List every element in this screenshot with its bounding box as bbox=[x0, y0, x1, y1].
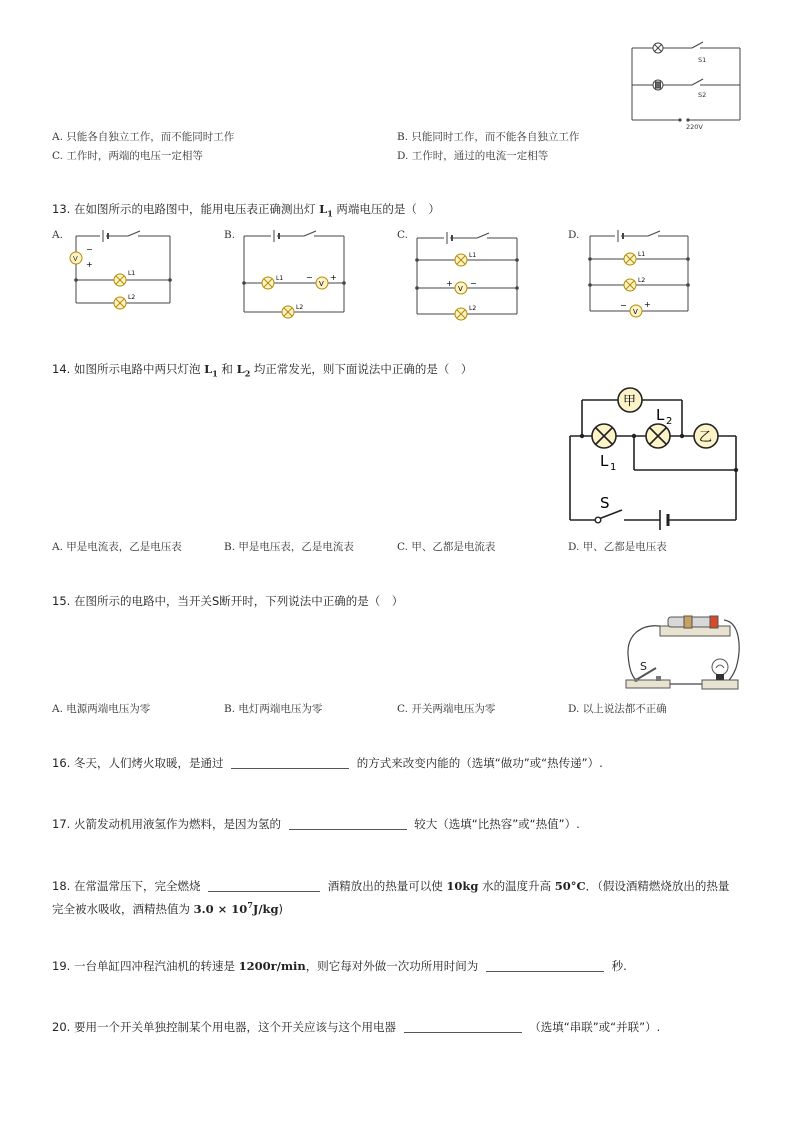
q12-option-c[interactable]: C. 工作时，两端的电压一定相等 bbox=[52, 150, 203, 162]
q18-value-base: 3.0 × 10 bbox=[193, 901, 248, 916]
q15-option-c[interactable]: C. 开关两端电压为零 bbox=[397, 703, 496, 715]
q19-answer-blank[interactable] bbox=[486, 959, 604, 972]
q13-c-minus: − bbox=[470, 279, 477, 288]
q18-temp: 50°C bbox=[554, 879, 586, 893]
q14-diagram-l2: L bbox=[656, 406, 665, 424]
q13-d-meter: V bbox=[633, 308, 638, 316]
q13-d-lamp-l1 bbox=[624, 253, 636, 265]
q14-option-c[interactable]: C. 甲、乙都是电流表 bbox=[397, 541, 496, 553]
q13-a-plus: + bbox=[86, 260, 93, 269]
q17-question bbox=[52, 815, 580, 833]
q15-physical-circuit bbox=[612, 612, 742, 694]
q13-circuit-d bbox=[584, 228, 696, 320]
q12-option-a[interactable]: A. 只能各自独立工作，而不能同时工作 bbox=[52, 131, 235, 143]
q14-meter-yi bbox=[694, 424, 718, 448]
q12-option-d[interactable]: D. 工作时，通过的电流一定相等 bbox=[397, 150, 549, 162]
q18-mass: 10kg bbox=[446, 879, 479, 893]
q19-text-before: 19. 一台单缸四冲程汽油机的转速是 bbox=[52, 959, 239, 973]
q15-switch-label: S bbox=[640, 660, 647, 673]
q14-yi-label: 乙 bbox=[699, 430, 713, 445]
q12-s2-label: S2 bbox=[698, 91, 707, 99]
q13-d-lamp-l2 bbox=[624, 279, 636, 291]
q20-text-before: 20. 要用一个开关单独控制某个用电器，这个开关应该与这个用电器 bbox=[52, 1020, 400, 1034]
q13-d-l1-label: L1 bbox=[638, 251, 646, 258]
q19-text-after: 秒. bbox=[607, 959, 627, 973]
q18-text-line2: 完全被水吸收，酒精热值为 bbox=[52, 901, 194, 916]
q13-lamp-sub: 1 bbox=[327, 208, 333, 219]
q13-c-l1-label: L1 bbox=[469, 252, 477, 259]
q18-value-unit: J/kg bbox=[252, 901, 279, 916]
q13-a-minus: − bbox=[86, 245, 93, 254]
q13-b-minus: − bbox=[306, 273, 313, 282]
q14-diagram-l1-sub: 1 bbox=[610, 462, 617, 473]
q18-question-line2 bbox=[52, 896, 283, 918]
q15-battery-holder bbox=[660, 616, 730, 636]
q13-c-lamp-l1 bbox=[455, 254, 467, 266]
q13-a-l1-label: L1 bbox=[128, 270, 136, 277]
q14-text: 14. 如图所示电路中两只灯泡 bbox=[52, 362, 205, 376]
q13-b-l1-label: L1 bbox=[276, 275, 284, 282]
q14-diagram-l1: L bbox=[600, 452, 609, 470]
q13-option-a-label[interactable]: A. bbox=[52, 229, 63, 241]
q13-d-l2-label: L2 bbox=[638, 277, 646, 284]
q15-option-b[interactable]: B. 电灯两端电压为零 bbox=[224, 703, 323, 715]
q13-b-lamp-l2 bbox=[282, 306, 294, 318]
q13-lamp: L bbox=[319, 202, 328, 216]
q13-d-minus: − bbox=[620, 301, 627, 310]
q18-text-mid3: ．（假设酒精燃烧放出的热量 bbox=[585, 879, 730, 893]
q12-supply-label: 220V bbox=[686, 123, 703, 131]
q14-l1-sub: 1 bbox=[212, 368, 218, 379]
q16-answer-blank[interactable] bbox=[231, 756, 349, 769]
q13-c-plus: + bbox=[446, 279, 453, 288]
q12-option-b[interactable]: B. 只能同时工作，而不能各自独立工作 bbox=[397, 131, 580, 143]
q15-option-a[interactable]: A. 电源两端电压为零 bbox=[52, 703, 151, 715]
q13-a-meter: V bbox=[73, 255, 78, 263]
q14-lamp-l2 bbox=[646, 424, 670, 448]
q13-c-lamp-l2 bbox=[455, 308, 467, 320]
q16-question bbox=[52, 754, 603, 772]
q13-b-lamp-l1 bbox=[262, 277, 274, 289]
q12-s1-label: S1 bbox=[698, 56, 707, 64]
q13-d-plus: + bbox=[644, 300, 651, 309]
q13-option-d-label[interactable]: D. bbox=[568, 229, 580, 241]
q18-question-line1 bbox=[52, 877, 729, 895]
q15-switch bbox=[626, 668, 670, 688]
q13-text-after: 两端电压的是（ ） bbox=[332, 202, 440, 216]
q13-a-lamp-l2 bbox=[114, 297, 126, 309]
q15-question: 15. 在图所示的电路中，当开关S断开时，下列说法中正确的是（ ） bbox=[52, 594, 404, 608]
q13-circuit-a bbox=[68, 228, 178, 310]
q18-value-exp: 7 bbox=[247, 900, 253, 910]
q14-switch-label: S bbox=[600, 494, 610, 512]
q14-lamp-l1 bbox=[592, 424, 616, 448]
q14-circuit-diagram bbox=[566, 384, 742, 526]
q14-jia-label: 甲 bbox=[623, 394, 637, 409]
q18-answer-blank[interactable] bbox=[208, 879, 320, 892]
q14-option-d[interactable]: D. 甲、乙都是电压表 bbox=[568, 541, 667, 553]
q20-question bbox=[52, 1018, 660, 1036]
q14-mid: 和 bbox=[217, 362, 237, 376]
q17-text-after: 较大（选填“比热容”或“热值”）. bbox=[410, 817, 580, 831]
q14-question bbox=[52, 360, 472, 382]
q14-option-b[interactable]: B. 甲是电压表，乙是电流表 bbox=[224, 541, 354, 553]
q20-answer-blank[interactable] bbox=[404, 1020, 522, 1033]
q14-l1: L bbox=[204, 362, 213, 376]
q13-a-lamp-l1 bbox=[114, 274, 126, 286]
q16-text-before: 16. 冬天，人们烤火取暖，是通过 bbox=[52, 756, 228, 770]
q13-circuit-c bbox=[413, 228, 523, 323]
q13-b-plus: + bbox=[330, 273, 337, 282]
q20-text-after: （选填“串联”或“并联”）. bbox=[525, 1020, 661, 1034]
q13-b-meter: V bbox=[319, 280, 324, 288]
q13-a-l2-label: L2 bbox=[128, 294, 136, 301]
q18-text-mid1: 酒精放出的热量可以使 bbox=[324, 879, 447, 893]
q13-option-c-label[interactable]: C. bbox=[397, 229, 408, 241]
q15-option-d[interactable]: D. 以上说法都不正确 bbox=[568, 703, 667, 715]
q14-text-after: 均正常发光，则下面说法中正确的是（ ） bbox=[250, 362, 473, 376]
q17-text-before: 17. 火箭发动机用液氢作为燃料，是因为氢的 bbox=[52, 817, 285, 831]
q13-text-before: 13. 在如图所示的电路图中，能用电压表正确测出灯 bbox=[52, 202, 320, 216]
q13-b-l2-label: L2 bbox=[296, 304, 304, 311]
q12-circuit-diagram bbox=[628, 40, 744, 130]
q13-question bbox=[52, 200, 440, 222]
q13-c-l2-label: L2 bbox=[469, 305, 477, 312]
q18-text-mid2: 水的温度升高 bbox=[478, 879, 555, 893]
q13-option-b-label[interactable]: B. bbox=[224, 229, 236, 241]
q14-l2-sub: 2 bbox=[244, 368, 251, 379]
q19-speed: 1200r/min bbox=[238, 959, 306, 973]
q14-option-a[interactable]: A. 甲是电流表，乙是电压表 bbox=[52, 541, 182, 553]
q14-l2: L bbox=[236, 362, 245, 376]
q14-meter-jia bbox=[618, 388, 642, 412]
q16-text-after: 的方式来改变内能的（选填“做功”或“热传递”）. bbox=[353, 756, 603, 770]
q13-circuit-b bbox=[240, 228, 352, 320]
q13-c-meter: V bbox=[458, 285, 463, 293]
q18-line2-end: ) bbox=[278, 901, 284, 916]
q17-answer-blank[interactable] bbox=[289, 817, 407, 830]
q18-text-before: 18. 在常温常压下，完全燃烧 bbox=[52, 879, 205, 893]
q19-question bbox=[52, 957, 627, 975]
q14-diagram-l2-sub: 2 bbox=[666, 416, 673, 427]
q19-text-mid: ，则它每对外做一次功所用时间为 bbox=[305, 959, 482, 973]
